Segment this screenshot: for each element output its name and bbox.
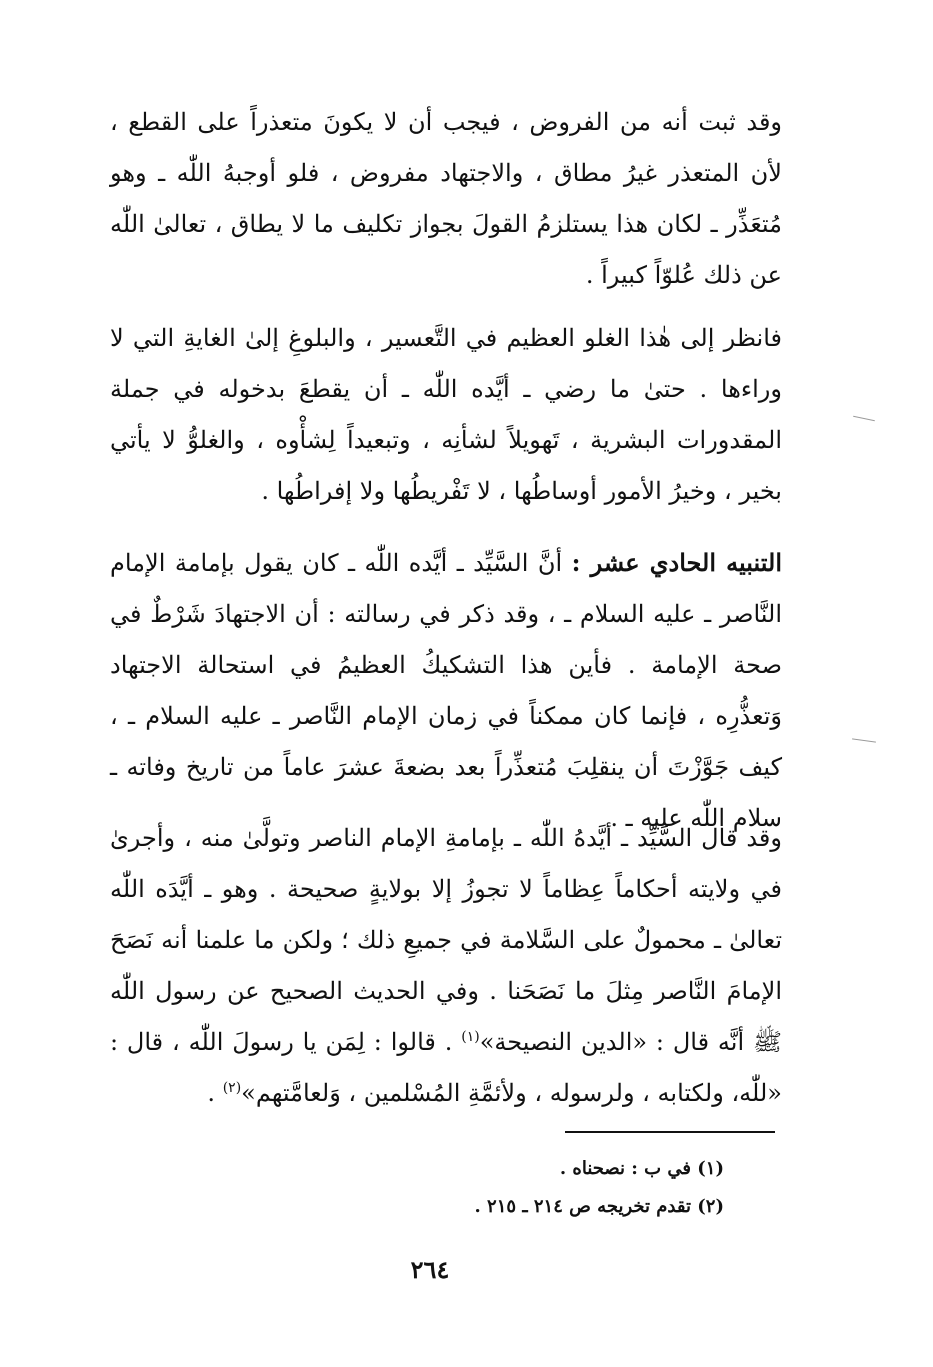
footnote-1: (١) في ب : نصحناه .	[559, 1158, 724, 1179]
paragraph-4-part-2: . قالوا : لِمَن يا رسولَ اللّٰه ، قال : «للّٰه، ولكتابه ، ولرسوله ، ولأئمَّةِ المُسْلمين ، وَلعامَّتهم»	[110, 1028, 782, 1107]
paragraph-2: فانظر إلى هٰذا الغلو العظيم في التَّعسير ، والبلوغِ إلىٰ الغايةِ التي لا وراءها . حتىٰ ما رضي ـ أيَّده اللّٰه ـ أن يقطعَ بدخوله في جملة المقدورات البشرية ، تَهويلاً لشأنِه ، وتبعيداً لِشأْوه ، والغلوُّ لا يأتي بخير ، وخيرُ الأمور أوساطُها ، لا تَفْريطُها ولا إفراطُها .	[110, 324, 782, 505]
paragraph-4-part-1: وقد قال السَّيِّد ـ أيَّدهُ اللّٰه ـ بإمامةِ الإمام الناصر وتولَّىٰ منه ، وأجرىٰ في ولايته أحكاماً عِظاماً لا تجوزُ إلا بولايةٍ صحيحة . وهو ـ أيَّدَه اللّٰه تعالىٰ ـ محمولٌ على السَّلامة في جميعِ ذلك ؛ ولكن ما علمنا أنه نَصَحَ الإمامَ النَّاصر مِثلَ ما نَصَحَنا . وفي الحديث الصحيح عن رسول اللّٰه ﷺ أنَّه قال : «الدين النصيحة»	[110, 824, 782, 1056]
margin-scan-mark	[852, 738, 876, 742]
footnote-2: (٢) تقدم تخريجه ص ٢١٤ ـ ٢١٥ .	[474, 1196, 724, 1217]
paragraph-1: وقد ثبت أنه من الفروض ، فيجب أن لا يكونَ متعذراً على القطع ، لأن المتعذر غيرُ مطاق ، والاجتهاد مفروض ، فلو أوجبهُ اللّٰه ـ وهو مُتعَذِّر ـ لكان هذا يستلزمُ القولَ بجواز تكليف ما لا يطاق ، تعالىٰ اللّٰه عن ذلك عُلوّاً كبيراً .	[110, 108, 782, 289]
paragraph-4	[110, 813, 782, 1119]
footnote-divider	[565, 1131, 775, 1133]
section-heading: التنبيه الحادي عشر :	[571, 548, 782, 577]
footnote-ref-2: (٢)	[222, 1080, 242, 1096]
footnotes	[300, 1150, 724, 1226]
page-number: ٢٦٤	[410, 1255, 450, 1284]
paragraph-4-part-3: .	[207, 1079, 216, 1107]
paragraph-3	[110, 537, 782, 844]
footnote-ref-1: (١)	[461, 1029, 480, 1045]
margin-scan-mark	[853, 416, 875, 422]
paragraph-3-body: أنَّ السَّيِّد ـ أيَّده اللّٰه ـ كان يقول بإمامة الإمام النَّاصر ـ عليه السلام ـ ، وقد ذكر في رسالته : أن الاجتهادَ شَرْطٌ في صحة الإمامة . فأين هذا التشكيكُ العظيمُ في استحالة الاجتهاد وَتعذُّرِه ، فإنما كان ممكناً في زمان الإمام النَّاصر ـ عليه السلام ـ ، كيف جَوَّزْتَ أن ينقلِبَ مُتعذِّراً بعد بضعةَ عشرَ عاماً من تاريخ وفاته ـ سلام اللّٰه عليه ـ .	[110, 549, 782, 832]
